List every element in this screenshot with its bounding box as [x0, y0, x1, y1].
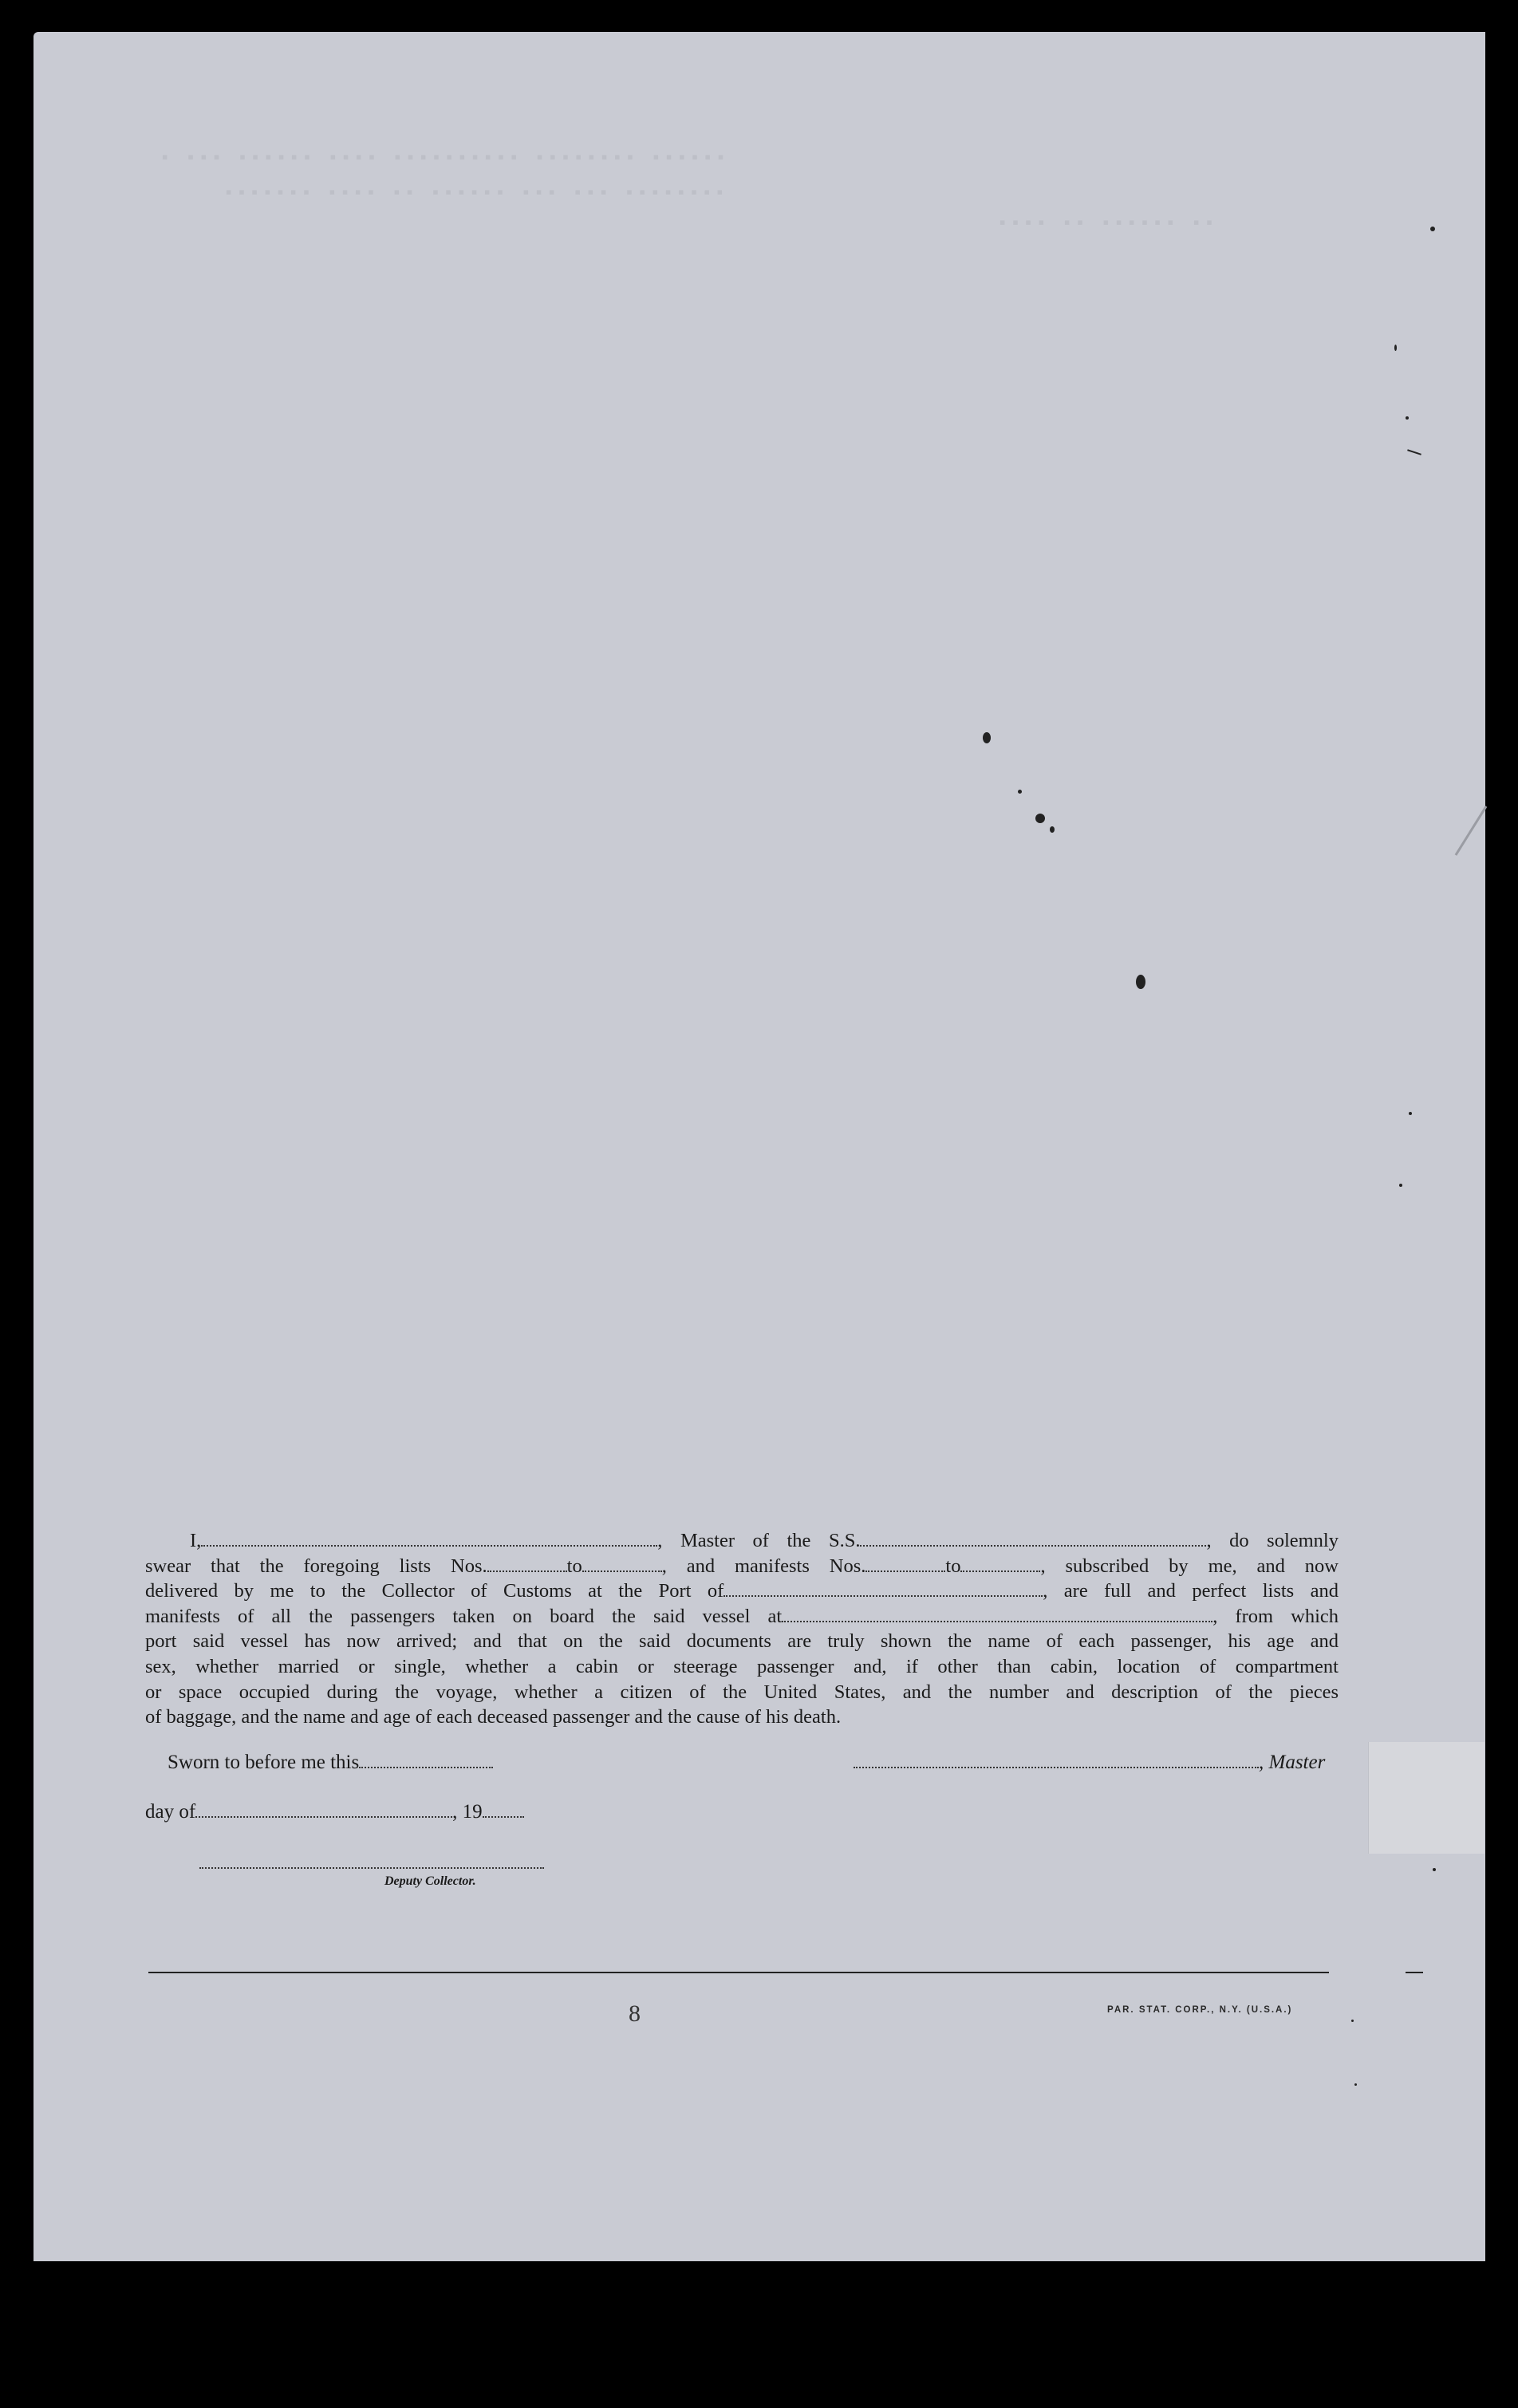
scan-speck	[1018, 790, 1022, 794]
oath-text: , are full and perfect lists and	[1043, 1580, 1339, 1602]
oath-text: , do solemnly	[1206, 1530, 1339, 1551]
oath-line-8	[145, 1705, 1339, 1730]
scan-speck	[1433, 1868, 1436, 1871]
oath-text: to	[566, 1555, 582, 1577]
deputy-signature-line	[199, 1852, 544, 1874]
scan-speck	[1430, 227, 1435, 231]
master-signature-line	[854, 1752, 1325, 1774]
scan-mark	[1406, 1972, 1423, 1973]
oath-text: , from which	[1212, 1605, 1339, 1627]
oath-text: , and manifests Nos.	[661, 1555, 866, 1577]
oath-paragraph	[145, 1528, 1339, 1730]
manifests-from-blank	[865, 1571, 945, 1572]
oath-text: to	[945, 1555, 961, 1577]
year-blank	[483, 1816, 524, 1818]
day-of-line	[145, 1801, 524, 1823]
oath-line-5	[145, 1629, 1339, 1654]
scan-speck	[1409, 1112, 1412, 1115]
sworn-date-blank	[359, 1767, 493, 1768]
oath-text: swear that the foregoing lists Nos.	[145, 1555, 487, 1577]
bleed-through-text: ▪ ▪▪▪ ▪▪▪▪▪▪ ▪▪▪▪ ▪▪▪▪▪▪▪▪▪▪ ▪▪▪▪▪▪▪▪ ▪▪▪▪▪▪	[160, 148, 728, 168]
year-text: , 19	[452, 1801, 483, 1823]
bleed-through-text: ▪▪▪▪▪▪▪ ▪▪▪▪ ▪▪ ▪▪▪▪▪▪ ▪▪▪ ▪▪▪ ▪▪▪▪▪▪▪▪	[223, 183, 727, 203]
paper-stub	[1368, 1742, 1484, 1854]
month-blank	[195, 1816, 452, 1818]
oath-text: delivered by me to the Collector of Customs at the Port of	[145, 1580, 724, 1602]
oath-line-7	[145, 1680, 1339, 1705]
oath-text: sex, whether married or single, whether a cabin or steerage passenger and, if other than cabin, location of compartment	[145, 1655, 1339, 1677]
scan-speck	[1050, 826, 1055, 833]
scan-speck	[1351, 2020, 1354, 2022]
scan-speck	[983, 732, 991, 743]
master-name-blank	[201, 1545, 657, 1547]
oath-text: or space occupied during the voyage, whether a citizen of the United States, and the number and description of the pieces	[145, 1681, 1339, 1703]
master-label: , Master	[1259, 1752, 1326, 1773]
oath-text: I,	[190, 1530, 202, 1551]
oath-text: manifests of all the passengers taken on board the said vessel at	[145, 1605, 783, 1627]
scan-speck	[1035, 814, 1045, 823]
oath-line-3	[145, 1578, 1339, 1604]
oath-text: , subscribed by me, and now	[1040, 1555, 1339, 1577]
deputy-collector-label: Deputy Collector.	[384, 1874, 476, 1888]
bottom-rule	[148, 1972, 1329, 1973]
scan-speck	[1394, 345, 1397, 351]
page-mark: 8	[629, 2000, 641, 2027]
master-signature-blank	[854, 1767, 1259, 1768]
printer-imprint: PAR. STAT. CORP., N.Y. (U.S.A.)	[1107, 2005, 1293, 2015]
manifests-to-blank	[960, 1571, 1040, 1572]
lists-from-blank	[487, 1571, 567, 1572]
oath-line-1	[145, 1528, 1339, 1554]
lists-to-blank	[582, 1571, 662, 1572]
bleed-through-text: ▪▪▪▪ ▪▪ ▪▪▪▪▪▪ ▪▪	[997, 214, 1217, 234]
scan-speck	[1406, 416, 1409, 420]
sworn-text: Sworn to before me this	[168, 1752, 360, 1773]
document-page	[34, 32, 1485, 2261]
oath-line-6	[145, 1654, 1339, 1680]
port-blank	[724, 1595, 1043, 1597]
departure-port-blank	[782, 1621, 1212, 1622]
oath-text: , Master of the S.S.	[657, 1530, 861, 1551]
day-of-text: day of	[145, 1801, 196, 1823]
sworn-line	[168, 1752, 493, 1774]
oath-line-4	[145, 1604, 1339, 1630]
scan-speck	[1136, 975, 1145, 989]
scan-speck	[1354, 2083, 1357, 2086]
oath-line-2	[145, 1554, 1339, 1579]
scan-speck	[1399, 1184, 1402, 1187]
oath-text: of baggage, and the name and age of each deceased passenger and the cause of his death.	[145, 1706, 842, 1728]
ship-name-blank	[860, 1545, 1206, 1547]
deputy-signature-blank	[199, 1867, 544, 1869]
oath-text: port said vessel has now arrived; and that on the said documents are truly shown the name of each passenger, his age and	[145, 1630, 1339, 1653]
